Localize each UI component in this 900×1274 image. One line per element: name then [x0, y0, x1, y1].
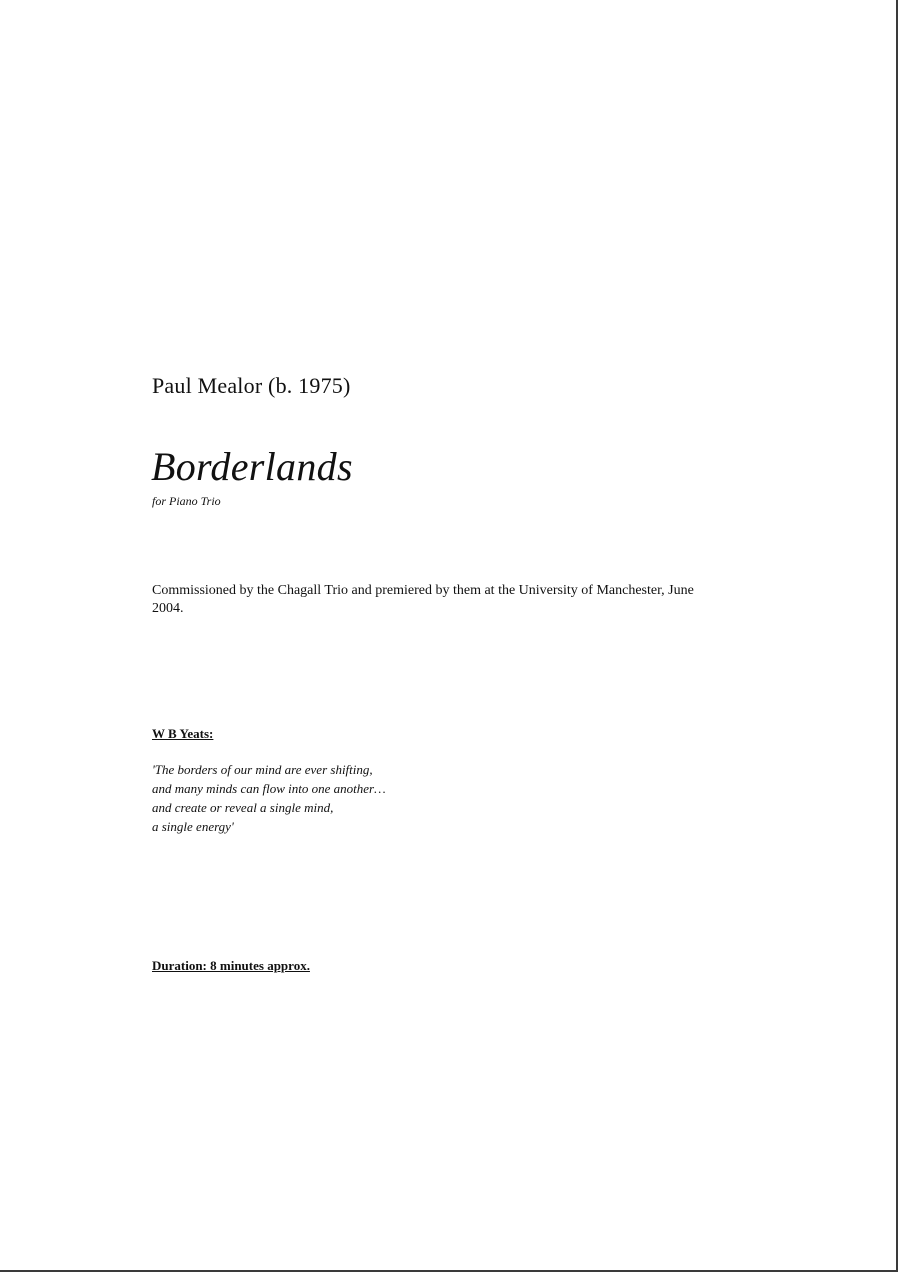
yeats-quote — [152, 760, 386, 836]
commission-note: Commissioned by the Chagall Trio and premiered by them at the University of Manchester, June 2004. — [152, 583, 694, 616]
instrumentation-subtitle: for Piano Trio — [152, 494, 221, 508]
quote-line: 'The borders of our mind are ever shifting, — [152, 762, 373, 777]
quote-heading: W B Yeats: — [152, 726, 214, 741]
work-title: Borderlands — [151, 444, 353, 489]
duration-note: Duration: 8 minutes approx. — [152, 958, 310, 973]
quote-line: and create or reveal a single mind, — [152, 800, 334, 815]
quote-line: a single energy' — [152, 819, 234, 834]
quote-line: and many minds can flow into one another… — [152, 781, 386, 796]
composer-name: Paul Mealor (b. 1975) — [152, 373, 351, 398]
